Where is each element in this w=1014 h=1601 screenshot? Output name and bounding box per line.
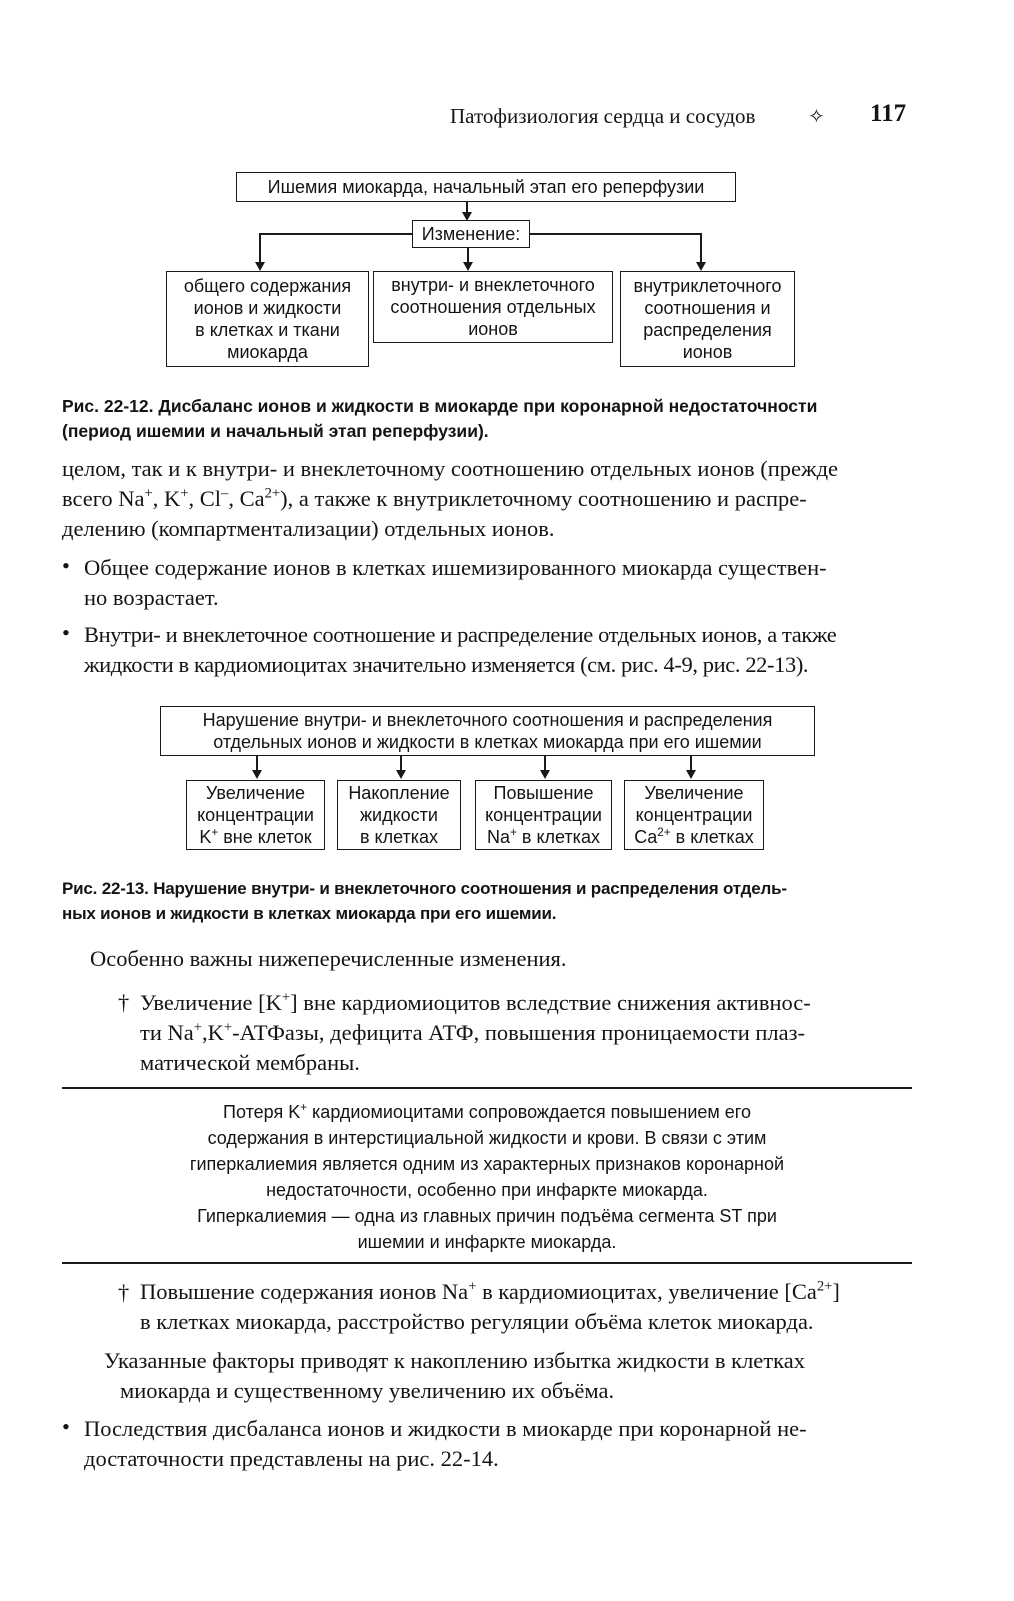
dagger-item [140,1277,912,1337]
note-line: ишемии и инфаркте миокарда. [357,1232,617,1252]
text-run: в кардиомиоцитах, увеличение [Ca [476,1279,817,1304]
fig2-child-line: в клетках [359,827,439,847]
fig1-middle-box [412,220,530,248]
superscript: + [510,826,517,839]
text-line: Указанные факторы приводят к накоплению избытка жидкости в клетках [104,1348,805,1373]
dagger-icon: † [118,990,130,1015]
superscript: 2+ [264,485,281,502]
fig2-child-line [634,826,753,848]
fig1-top-box [236,172,736,202]
superscript: + [180,485,189,502]
running-title: Патофизиология сердца и сосудов [450,104,756,128]
text-run: Повышение содержания ионов Na [140,1279,469,1304]
fig1-child-label: внутри- и внеклеточного соотношения отдельных ионов [390,275,596,339]
fig2-child-box [475,780,612,850]
fig1-child-box [166,271,369,367]
bullet-item [84,1414,912,1474]
fig2-child-box [186,780,325,850]
superscript: 2+ [657,826,671,839]
note-line: Гиперкалиемия — одна из главных причин подъёма сегмента ST при [197,1206,777,1226]
text-line: Внутри- и внеклеточное соотношение и распределение отдельных ионов, а также [84,622,837,647]
fig1-caption-text: (период ишемии и начальный этап реперфузии). [62,421,489,441]
text-run: вне клеток [218,827,312,847]
text-line: матической мембраны. [140,1050,360,1075]
dagger-icon: † [118,1280,130,1305]
fig2-top-line: отдельных ионов и жидкости в клетках миокарда при его ишемии [213,732,762,752]
text-run: кардиомиоцитами сопровождается повышением его [307,1102,751,1122]
bullet-icon: • [62,1414,70,1439]
fig1-middle-box-label: Изменение: [421,224,521,244]
fig2-child-line: концентрации [485,805,602,825]
bullet-icon: • [62,553,70,578]
text-run: , K [152,486,181,511]
text-line: жидкости в кардиомиоцитах значительно изменяется (см. рис. 4-9, рис. 22-13). [84,652,809,677]
fig1-top-box-label: Ишемия миокарда, начальный этап его реперфузии [267,177,705,197]
fig1-caption [62,394,922,444]
fig2-child-line: концентрации [635,805,753,825]
fig1-caption-label: Рис. 22-12. [62,396,154,416]
text-run: всего Na [62,486,145,511]
note-line: гиперкалиемия является одним из характерных признаков коронарной [189,1154,785,1174]
fig1-child-box [373,271,613,343]
text-line: но возрастает. [84,585,219,610]
fig2-top-line: Нарушение внутри- и внеклеточного соотношения и распределения [202,710,773,730]
fig2-arrow-down-icon [252,770,262,779]
text-line [140,1277,912,1307]
text-line [62,484,912,514]
text-line: делению (компартментализации) отдельных ионов. [62,516,555,541]
text-run: -АТФазы, дефицита АТФ, повышения проницаемости плаз- [232,1020,806,1045]
fig2-arrow-down-icon [540,770,550,779]
text-run: , Ca [228,486,265,511]
note-line [62,1099,912,1125]
text-run: K [199,827,212,847]
fig1-arrow-down-icon [255,262,265,271]
superscript: 2+ [816,1278,833,1295]
page-number: 117 [870,100,907,127]
fig2-child-line: Повышение [493,783,594,803]
fig2-caption-line: ных ионов и жидкости в клетках миокарда при его ишемии. [62,904,557,923]
fig1-child-label: внутриклеточного соотношения и распределения ионов [633,276,782,362]
superscript: + [211,826,219,839]
text-line: Последствия дисбаланса ионов и жидкости в миокарде при коронарной не- [84,1416,807,1441]
text-line: целом, так и к внутри- и внеклеточному соотношению отдельных ионов (прежде [62,456,838,481]
text-run: ,K [201,1020,224,1045]
paragraph [62,454,912,544]
text-run: ] [832,1279,840,1304]
note-rule-bottom [62,1262,912,1264]
text-run: ] вне кардиомиоцитов вследствие снижения активнос- [290,990,811,1015]
fig2-caption [62,876,922,926]
diamond-ornament-icon: ✧ [808,106,825,128]
text-run: Na [487,827,511,847]
fig2-caption-line: Рис. 22-13. Нарушение внутри- и внеклеточного соотношения и распределения отдель- [62,879,787,898]
fig1-child-label: общего содержания ионов и жидкости в клетках и ткани миокарда [183,276,352,362]
text-line [140,988,912,1018]
fig1-arrow-down-icon [696,262,706,271]
fig2-arrow-down-icon [686,770,696,779]
bullet-icon: • [62,620,70,645]
text-run: в клетках [516,827,600,847]
text-line: Общее содержание ионов в клетках ишемизированного миокарда существен- [84,555,827,580]
text-run: , Cl [188,486,222,511]
text-line [140,1018,912,1048]
text-line: достаточности представлены на рис. 22-14. [84,1446,499,1471]
superscript: + [144,485,153,502]
bullet-item [84,620,912,680]
fig1-child-box [620,271,795,367]
superscript: + [281,989,291,1006]
fig2-child-line: жидкости [360,805,438,825]
paragraph [104,1346,912,1406]
text-run: ти Na [140,1020,194,1045]
fig2-top-box [160,706,815,756]
text-run: в клетках [670,827,754,847]
intro-line: Особенно важны нижеперечисленные изменения. [90,946,567,971]
note-block [62,1099,912,1255]
superscript: + [223,1019,233,1036]
superscript: – [221,485,229,502]
dagger-item [140,988,912,1078]
text-run: ), а также к внутриклеточному соотношению и распре- [280,486,807,511]
fig2-child-line: Накопление [348,783,450,803]
bullet-item [84,553,912,613]
fig2-child-box [624,780,764,850]
superscript: + [193,1019,202,1036]
note-rule-top [62,1087,912,1089]
note-line: содержания в интерстициальной жидкости и крови. В связи с этим [207,1128,767,1148]
superscript: + [300,1101,308,1114]
fig2-child-line: концентрации [197,805,314,825]
fig2-child-line: Увеличение [644,783,744,803]
fig2-child-line [197,826,314,848]
fig2-arrow-down-icon [396,770,406,779]
note-line: недостаточности, особенно при инфаркте миокарда. [266,1180,708,1200]
text-line: миокарда и существенному увеличению их объёма. [120,1378,615,1403]
fig1-arrow-down-icon [463,262,473,271]
text-run: Потеря K [223,1102,301,1122]
fig2-child-box [337,780,461,850]
fig2-child-line: Увеличение [205,783,306,803]
text-run: Увеличение [K [140,990,282,1015]
fig2-child-line [485,826,602,848]
text-line: в клетках миокарда, расстройство регуляции объёма клеток миокарда. [140,1309,814,1334]
text-run: Ca [634,827,658,847]
fig1-caption-text: Дисбаланс ионов и жидкости в миокарде при коронарной недостаточности [153,396,818,416]
superscript: + [468,1278,477,1295]
